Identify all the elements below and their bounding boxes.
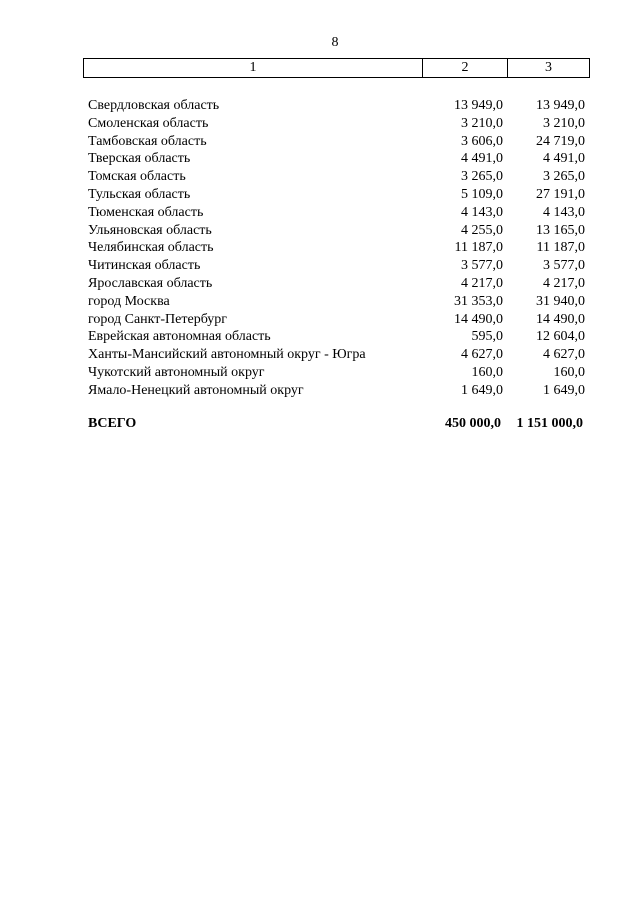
region-name: Еврейская автономная область: [88, 329, 271, 345]
value-col2: 3 606,0: [461, 133, 503, 149]
value-col3: 160,0: [553, 364, 585, 380]
region-name: Читинская область: [88, 258, 201, 274]
table-row: [88, 364, 588, 382]
region-name: Тюменская область: [88, 204, 204, 220]
value-col3: 3 210,0: [543, 115, 585, 131]
value-col3: 4 143,0: [543, 204, 585, 220]
table-row: [88, 222, 588, 240]
region-name: Челябинская область: [88, 240, 214, 256]
region-name: Ханты-Мансийский автономный округ - Югра: [88, 347, 366, 363]
total-label: ВСЕГО: [88, 416, 137, 431]
value-col2: 1 649,0: [461, 382, 503, 398]
value-col2: 4 255,0: [461, 222, 503, 238]
region-name: Тамбовская область: [88, 133, 207, 149]
region-name: город Санкт-Петербург: [88, 311, 228, 327]
data-table: [88, 97, 588, 400]
table-row: [88, 293, 588, 311]
total-row: [88, 415, 588, 433]
region-name: город Москва: [88, 293, 170, 309]
value-col2: 4 491,0: [461, 151, 503, 167]
value-col3: 4 217,0: [543, 275, 585, 291]
value-col3: 14 490,0: [536, 311, 585, 327]
table-row: [88, 346, 588, 364]
value-col2: 3 210,0: [461, 115, 503, 131]
value-col2: 5 109,0: [461, 186, 503, 202]
table-row: [88, 204, 588, 222]
table-row: [88, 382, 588, 400]
value-col2: 160,0: [471, 364, 503, 380]
value-col2: 595,0: [471, 329, 503, 345]
table-row: [88, 311, 588, 329]
table-row: [88, 186, 588, 204]
table-row: [88, 133, 588, 151]
region-name: Ульяновская область: [88, 222, 212, 238]
value-col2: 31 353,0: [454, 293, 503, 309]
value-col3: 13 949,0: [536, 98, 585, 113]
table-row: [88, 239, 588, 257]
table-row: [88, 115, 588, 133]
region-name: Тверская область: [88, 151, 191, 167]
region-name: Чукотский автономный округ: [88, 364, 265, 380]
value-col3: 24 719,0: [536, 133, 585, 149]
value-col3: 1 649,0: [543, 382, 585, 398]
region-name: Свердловская область: [88, 98, 220, 113]
column-header-3: 3: [545, 60, 552, 75]
column-header-row: [83, 58, 590, 78]
value-col2: 3 577,0: [461, 258, 503, 274]
table-row: [88, 328, 588, 346]
value-col2: 11 187,0: [454, 240, 503, 256]
region-name: Ярославская область: [88, 275, 213, 291]
value-col2: 4 627,0: [461, 347, 503, 363]
total-value-col3: 1 151 000,0: [516, 416, 583, 431]
value-col2: 4 143,0: [461, 204, 503, 220]
column-header-1: 1: [84, 59, 423, 77]
value-col3: 27 191,0: [536, 186, 585, 202]
value-col3: 12 604,0: [536, 329, 585, 345]
total-value-col2: 450 000,0: [445, 416, 501, 431]
value-col2: 4 217,0: [461, 275, 503, 291]
region-name: Ямало-Ненецкий автономный округ: [88, 382, 304, 398]
value-col3: 13 165,0: [536, 222, 585, 238]
value-col3: 4 491,0: [543, 151, 585, 167]
column-header-2: 2: [423, 59, 508, 77]
table-row: [88, 168, 588, 186]
table-row: [88, 150, 588, 168]
table-row: [88, 257, 588, 275]
table-row: [88, 97, 588, 115]
value-col3: 11 187,0: [536, 240, 585, 256]
region-name: Смоленская область: [88, 115, 209, 131]
page-number: 8: [331, 35, 339, 50]
value-col3: 4 627,0: [543, 347, 585, 363]
value-col3: 31 940,0: [536, 293, 585, 309]
region-name: Томская область: [88, 169, 186, 185]
value-col2: 13 949,0: [454, 98, 503, 113]
value-col2: 3 265,0: [461, 169, 503, 185]
value-col3: 3 577,0: [543, 258, 585, 274]
region-name: Тульская область: [88, 186, 191, 202]
table-row: [88, 275, 588, 293]
value-col3: 3 265,0: [543, 169, 585, 185]
value-col2: 14 490,0: [454, 311, 503, 327]
